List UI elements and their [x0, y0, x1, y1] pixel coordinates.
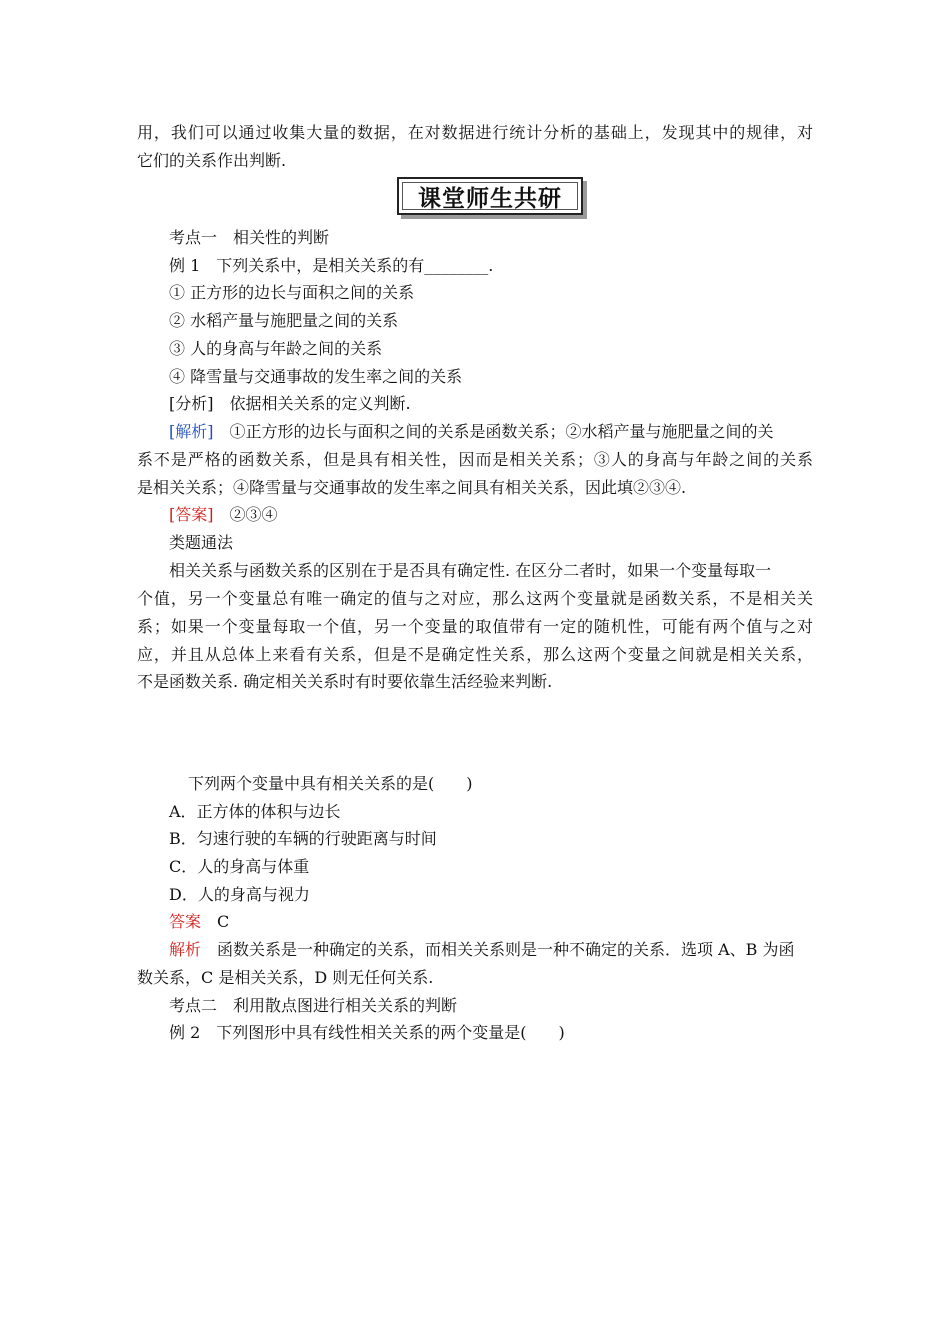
example1-option-2: ② 水稻产量与施肥量之间的关系	[169, 311, 399, 330]
example1-answer	[169, 505, 278, 525]
practice-choice-c: C．人的身高与体重	[169, 857, 310, 876]
practice-explain-label: 解析	[169, 940, 202, 959]
practice-explain-line-1	[169, 940, 813, 960]
practice-explain-text-1: 函数关系是一种确定的关系，而相关关系则是一种不确定的关系．选项 A、B 为函	[201, 940, 795, 959]
practice-explain-line-2: 数关系，C 是相关关系，D 则无任何关系.	[137, 968, 434, 987]
example1-solution-line-1	[169, 422, 813, 442]
method-line-2: 个值，另一个变量总有唯一确定的值与之对应，那么这两个变量就是函数关系，不是相关关	[137, 589, 813, 608]
example1-option-1: ① 正方形的边长与面积之间的关系	[169, 283, 415, 302]
method-line-1: 相关关系与函数关系的区别在于是否具有确定性. 在区分二者时，如果一个变量每取一	[169, 561, 772, 580]
method-line-3: 系；如果一个变量每取一个值，另一个变量的取值带有一定的随机性，可能有两个值与之对	[137, 617, 813, 636]
answer-label: [答案]	[169, 505, 214, 524]
method-line-4: 应，并且从总体上来看有关系，但是不是确定性关系，那么这两个变量之间就是相关关系，	[137, 645, 813, 664]
example1-option-4: ④ 降雪量与交通事故的发生率之间的关系	[169, 367, 463, 386]
example2-question: 例 2 下列图形中具有线性相关关系的两个变量是( )	[169, 1023, 565, 1042]
example1-option-3: ③ 人的身高与年龄之间的关系	[169, 339, 383, 358]
intro-line-1: 用，我们可以通过收集大量的数据，在对数据进行统计分析的基础上，发现其中的规律，对	[137, 123, 813, 142]
practice-answer-label: 答案	[169, 912, 202, 931]
practice-answer-value: C	[201, 912, 230, 931]
practice-answer	[169, 912, 229, 932]
section-banner	[397, 177, 583, 215]
solution-text-1: ①正方形的边长与面积之间的关系是函数关系；②水稻产量与施肥量之间的关	[213, 422, 774, 441]
example1-solution-line-2: 系不是严格的函数关系，但是具有相关性，因而是相关关系；③人的身高与年龄之间的关系	[137, 450, 813, 469]
method-title: 类题通法	[169, 533, 234, 552]
section2-title: 考点二 利用散点图进行相关关系的判断	[169, 996, 458, 1015]
practice-choice-a: A．正方体的体积与边长	[169, 802, 341, 821]
section1-title: 考点一 相关性的判断	[169, 228, 330, 247]
intro-line-2: 它们的关系作出判断.	[137, 151, 287, 170]
example1-question: 例 1 下列关系中，是相关关系的有________.	[169, 256, 494, 275]
example1-analysis: [分析] 依据相关关系的定义判断.	[169, 394, 411, 413]
banner-title: 课堂师生共研	[418, 185, 562, 212]
practice-question: 下列两个变量中具有相关关系的是( )	[188, 774, 473, 793]
example1-solution-line-3: 是相关关系；④降雪量与交通事故的发生率之间具有相关关系，因此填②③④.	[137, 478, 687, 497]
solution-label: [解析]	[169, 422, 214, 441]
method-line-5: 不是函数关系. 确定相关关系时有时要依靠生活经验来判断.	[137, 672, 553, 691]
practice-choice-d: D．人的身高与视力	[169, 885, 310, 904]
answer-value: ②③④	[213, 505, 278, 524]
practice-choice-b: B．匀速行驶的车辆的行驶距离与时间	[169, 829, 437, 848]
